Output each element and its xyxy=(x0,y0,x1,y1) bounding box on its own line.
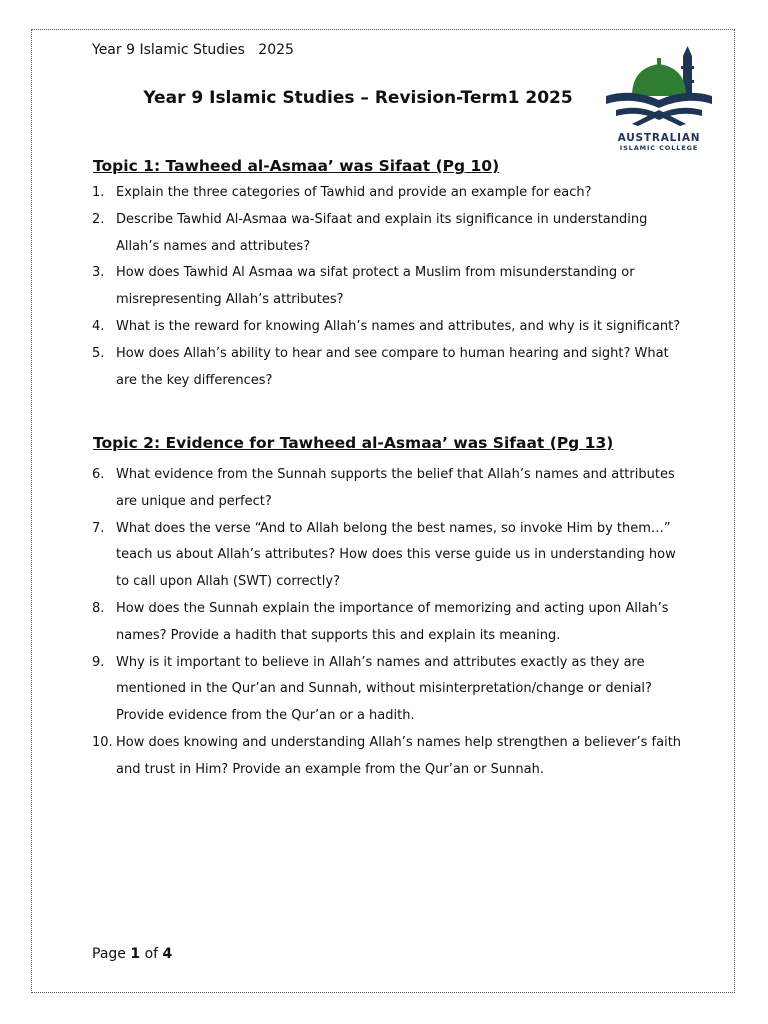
question-item: 1. Explain the three categories of Tawhid and provide an example for each? xyxy=(92,185,592,200)
question-item: 9. Why is it important to believe in Allah’s names and attributes exactly as they are mentioned in the Qur’an and Sunnah, without misinterpretation/change or denial? Provide evidence from the Qur’an or a hadith. xyxy=(92,654,652,724)
logo-est-text: EST. xyxy=(618,110,629,116)
topic1-question-list xyxy=(92,180,682,394)
topic2-heading: Topic 2: Evidence for Tawheed al-Asmaa’ was Sifaat (Pg 13) xyxy=(93,434,614,452)
topic1-heading: Topic 1: Tawheed al-Asmaa’ was Sifaat (Pg 10) xyxy=(93,157,500,175)
page-header: Year 9 Islamic Studies 2025 xyxy=(92,42,294,58)
question-item: 3. How does Tawhid Al Asmaa wa sifat protect a Muslim from misunderstanding or misrepresenting Allah’s attributes? xyxy=(92,265,635,308)
topic2-question-list xyxy=(92,462,682,784)
logo-line1: AUSTRALIAN xyxy=(617,132,701,144)
page-title: Year 9 Islamic Studies – Revision-Term1 2025 xyxy=(143,88,573,108)
page-footer xyxy=(92,946,172,962)
footer-page-total: 4 xyxy=(162,946,173,962)
question-item: 4. What is the reward for knowing Allah’s names and attributes, and why is it significant? xyxy=(92,318,681,334)
question-item: 7. What does the verse “And to Allah belong the best names, so invoke Him by them…” teach us about Allah’s attributes? How does this verse guide us in understanding how to call upon Allah (SWT) correctly? xyxy=(92,520,676,590)
question-item: 6. What evidence from the Sunnah supports the belief that Allah’s names and attributes are unique and perfect? xyxy=(92,467,675,509)
question-item: 10. How does knowing and understanding Allah’s names help strengthen a believer’s faith and trust in Him? Provide an example from the Qur’an or Sunnah. xyxy=(92,734,682,777)
question-item: 5. How does Allah’s ability to hear and see compare to human hearing and sight? What are the key differences? xyxy=(92,345,669,388)
footer-page-number: 1 xyxy=(130,946,141,962)
footer-of-word: of xyxy=(144,946,159,962)
logo-year-text: 1986 xyxy=(688,110,701,116)
footer-page-word: Page xyxy=(92,946,126,962)
question-item: 2. Describe Tawhid Al-Asmaa wa-Sifaat and explain its significance in understanding Allah’s names and attributes? xyxy=(92,211,648,254)
logo-line2: ISLAMIC COLLEGE xyxy=(619,144,699,152)
college-logo xyxy=(602,44,716,156)
question-item: 8. How does the Sunnah explain the importance of memorizing and acting upon Allah’s names? Provide a hadith that supports this and explain its meaning. xyxy=(92,600,669,643)
